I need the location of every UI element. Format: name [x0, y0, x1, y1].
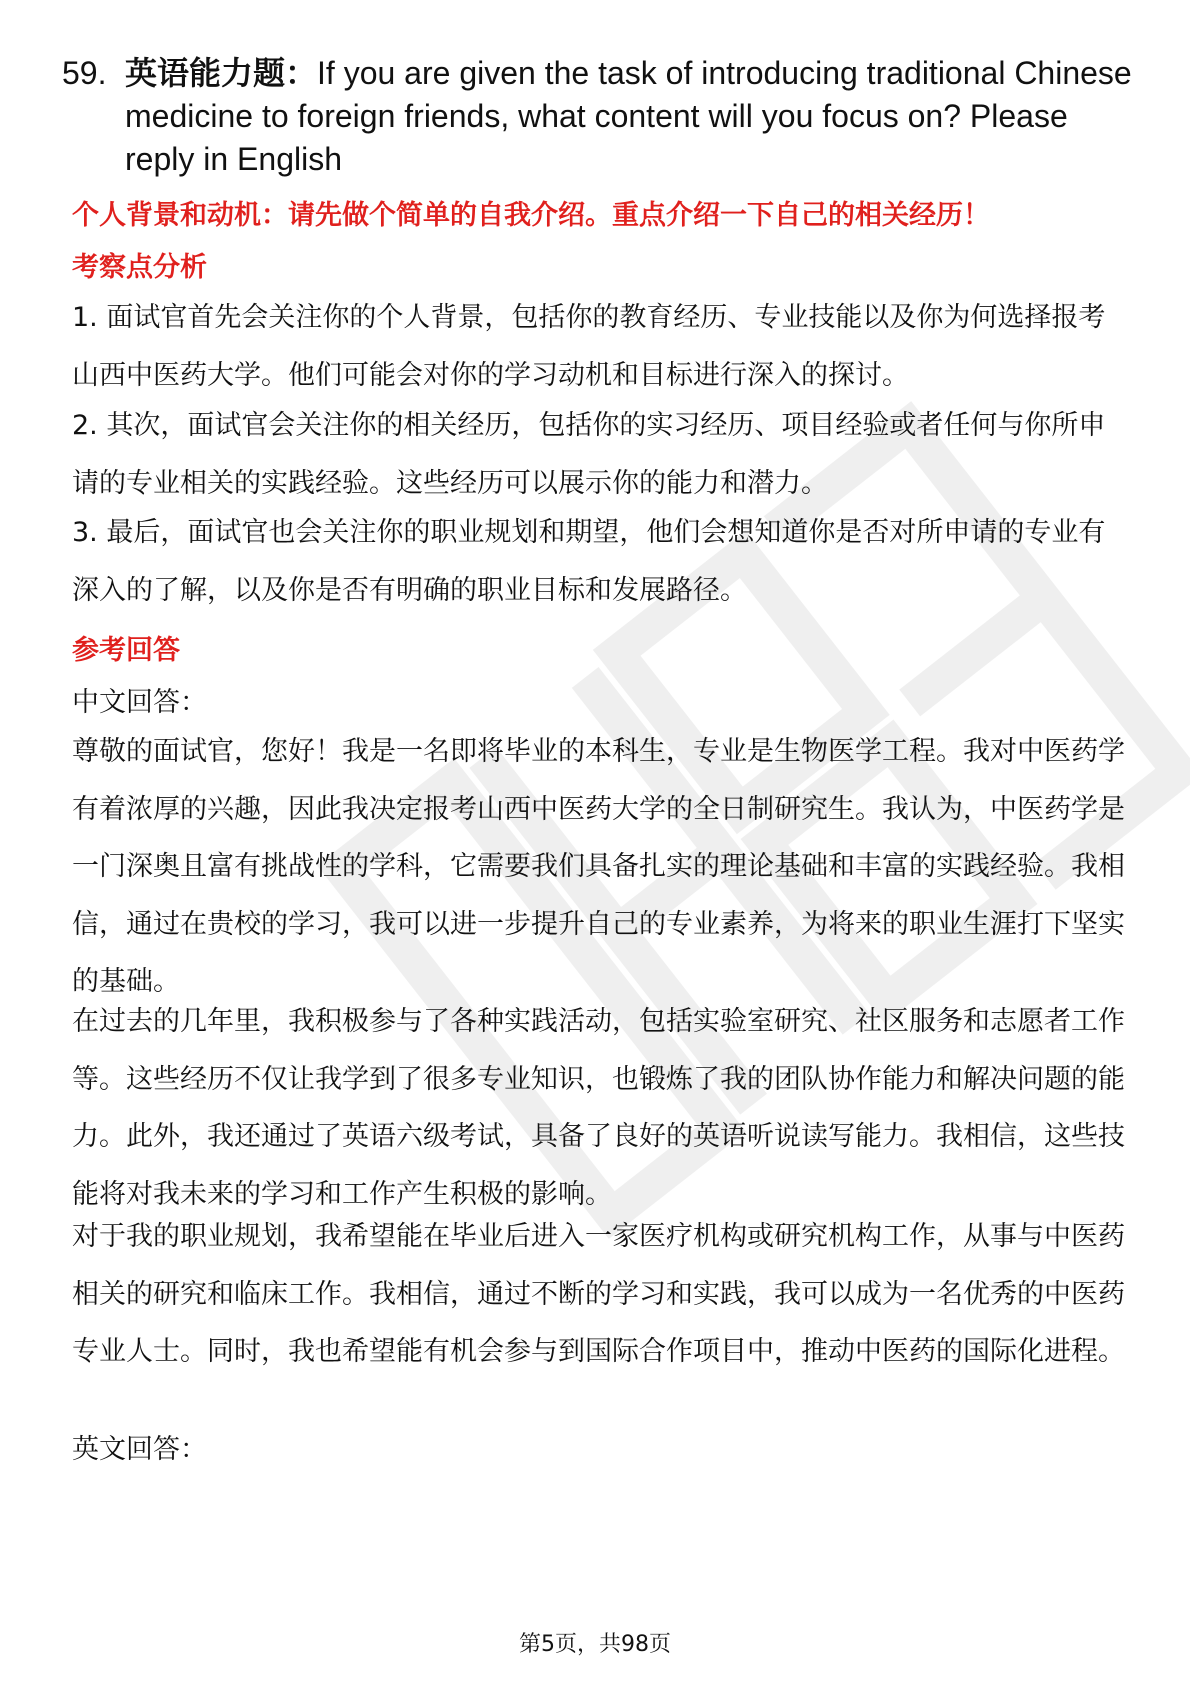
answer-paragraph-3: 对于我的职业规划，我希望能在毕业后进入一家医疗机构或研究机构工作，从事与中医药相关的研究和临床工作。我相信，通过不断的学习和实践，我可以成为一名优秀的中医药专业人士。同时，我也希望能有机会参与到国际合作项目中，推动中医药的国际化进程。 [72, 1221, 1125, 1368]
question-body [125, 52, 1142, 181]
analysis-point-3: 3. 最后，面试官也会关注你的职业规划和期望，他们会想知道你是否对所申请的专业有深入的了解，以及你是否有明确的职业目标和发展路径。 [72, 517, 1106, 606]
analysis-point-1: 1. 面试官首先会关注你的个人背景，包括你的教育经历、专业技能以及你为何选择报考山西中医药大学。他们可能会对你的学习动机和目标进行深入的探讨。 [72, 302, 1106, 391]
question-number: 59. [62, 55, 107, 91]
reference-heading: 参考回答 [72, 635, 180, 666]
answer-paragraph-2: 在过去的几年里，我积极参与了各种实践活动，包括实验室研究、社区服务和志愿者工作等。这些经历不仅让我学到了很多专业知识，也锻炼了我的团队协作能力和解决问题的能力。此外，我还通过了英语六级考试，具备了良好的英语听说读写能力。我相信，这些技能将对我未来的学习和工作产生积极的影响。 [72, 1006, 1125, 1210]
question-text: If you are given the task of introducing traditional Chinese medicine to foreign friends, what content will you focus on? Please reply in English [125, 55, 1132, 177]
question-block [62, 52, 1142, 181]
analysis-heading: 考察点分析 [72, 252, 207, 283]
analysis-point-2: 2. 其次，面试官会关注你的相关经历，包括你的实习经历、项目经验或者任何与你所申请的专业相关的实践经验。这些经历可以展示你的能力和潜力。 [72, 410, 1106, 499]
question-tag: 英语能力题： [125, 55, 318, 91]
page-footer: 第5页，共98页 [519, 1632, 671, 1657]
background-heading: 个人背景和动机：请先做个简单的自我介绍。重点介绍一下自己的相关经历！ [72, 200, 990, 231]
chinese-answer-label: 中文回答： [72, 687, 207, 718]
english-answer-label: 英文回答： [72, 1434, 207, 1465]
answer-paragraph-1: 尊敬的面试官，您好！我是一名即将毕业的本科生，专业是生物医学工程。我对中医药学有着浓厚的兴趣，因此我决定报考山西中医药大学的全日制研究生。我认为，中医药学是一门深奥且富有挑战性的学科，它需要我们具备扎实的理论基础和丰富的实践经验。我相信，通过在贵校的学习，我可以进一步提升自己的专业素养，为将来的职业生涯打下坚实的基础。 [72, 736, 1125, 998]
